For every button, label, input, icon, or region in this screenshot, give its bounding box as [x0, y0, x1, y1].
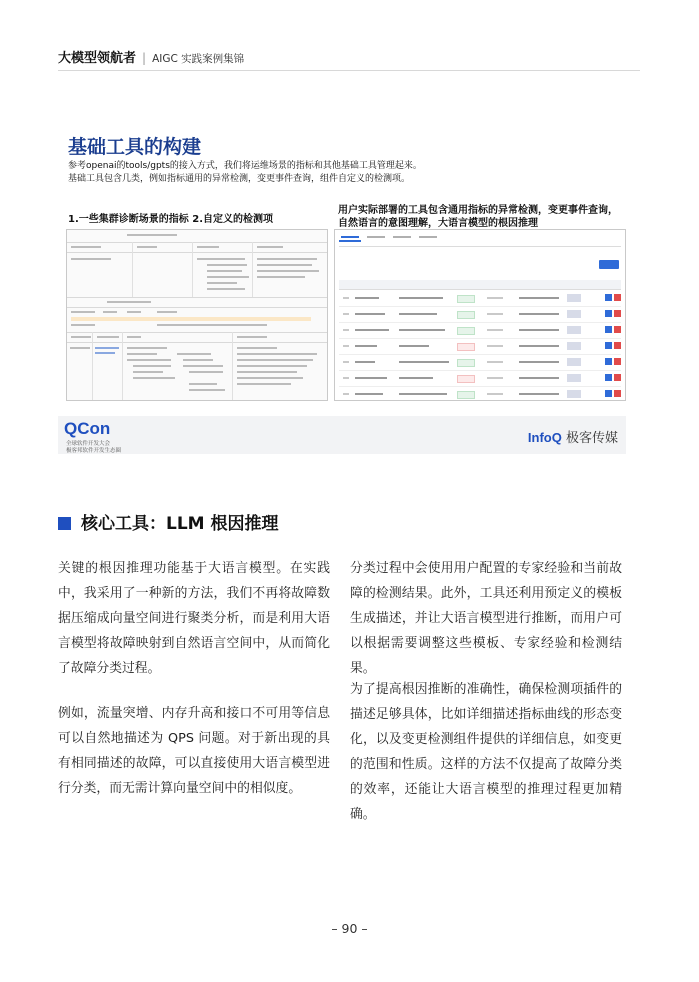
slide-description-line-2: 基础工具包含几类，例如指标通用的异常检测，变更事件查询，组件自定义的检测项。	[68, 174, 411, 184]
infoq-media-name: 极客传媒	[565, 431, 618, 446]
qcon-logo: QCon	[64, 419, 111, 438]
qcon-organizer: 极客邦软件开发生态圈	[66, 448, 122, 454]
section-heading	[58, 509, 279, 534]
slide-caption-right: 用户实际部署的工具包含通用指标的异常检测，变更事件查询，自然语言的意图理解，大语言模型的根因推理	[338, 205, 618, 229]
tool-table-header	[339, 280, 621, 290]
slide-description-line-1: 参考openai的tools/gpts的接入方式，我们将运维场景的指标和其他基础工具管理起来。	[68, 161, 422, 171]
infoq-logo: InfoQ	[527, 430, 562, 445]
header-separator: |	[142, 51, 147, 65]
slide-title: 基础工具的构建	[68, 136, 202, 158]
add-tool-button	[599, 260, 619, 269]
table-row	[339, 338, 621, 355]
body-left-paragraph-1: 关键的根因推理功能基于大语言模型。在实践中，我采用了一种新的方法，我们不再将故障数据压缩成向量空间进行聚类分析，而是利用大语言模型将故障映射到自然语言空间中，从而简化了故障分类过程。	[58, 561, 330, 676]
book-title: 大模型领航者	[58, 51, 137, 66]
body-right-paragraph-2: 为了提高根因推断的准确性，确保检测项插件的描述足够具体，比如详细描述指标曲线的形态变化，以及变更检测组件提供的详细信息，如变更的范围和性质。这样的方法不仅提高了故障分类的效率，还能让大语言模型的推理过程更加精确。	[350, 682, 622, 822]
qcon-tagline: 全球软件开发大会	[66, 441, 111, 447]
table-row	[339, 306, 621, 323]
conference-footer-band	[58, 416, 626, 454]
table-row	[339, 370, 621, 387]
tool-tabs	[339, 234, 621, 247]
table-row	[339, 290, 621, 307]
section-marker-square	[58, 517, 71, 530]
body-left-paragraph-2: 例如，流量突增、内存升高和接口不可用等信息可以自然地描述为 QPS 问题。对于新出现的具有相同描述的故障，可以直接使用大语言模型进行分类，而无需计算向量空间中的相似度。	[58, 706, 330, 796]
tool-list-screenshot	[334, 229, 626, 401]
section-title: 核心工具：LLM 根因推理	[81, 514, 279, 534]
infoq-brand	[528, 427, 618, 446]
table-row	[339, 322, 621, 339]
table-row	[339, 386, 621, 401]
slide-figure	[58, 124, 626, 454]
running-header	[58, 47, 244, 66]
book-subtitle: AIGC 实践案例集锦	[152, 53, 245, 65]
active-tab-indicator	[339, 240, 361, 242]
page-number: – 90 –	[331, 921, 368, 936]
diagnostic-metrics-screenshot	[66, 229, 328, 401]
header-rule	[58, 70, 640, 71]
body-right-paragraph-1: 分类过程中会使用用户配置的专家经验和当前故障的检测结果。此外，工具还利用预定义的模板生成描述，并让大语言模型进行推断，而用户可以根据需要调整这些模板、专家经验和检测结果。	[350, 561, 622, 676]
table-row	[339, 354, 621, 371]
slide-caption-left: 1.一些集群诊断场景的指标 2.自定义的检测项	[68, 214, 273, 225]
